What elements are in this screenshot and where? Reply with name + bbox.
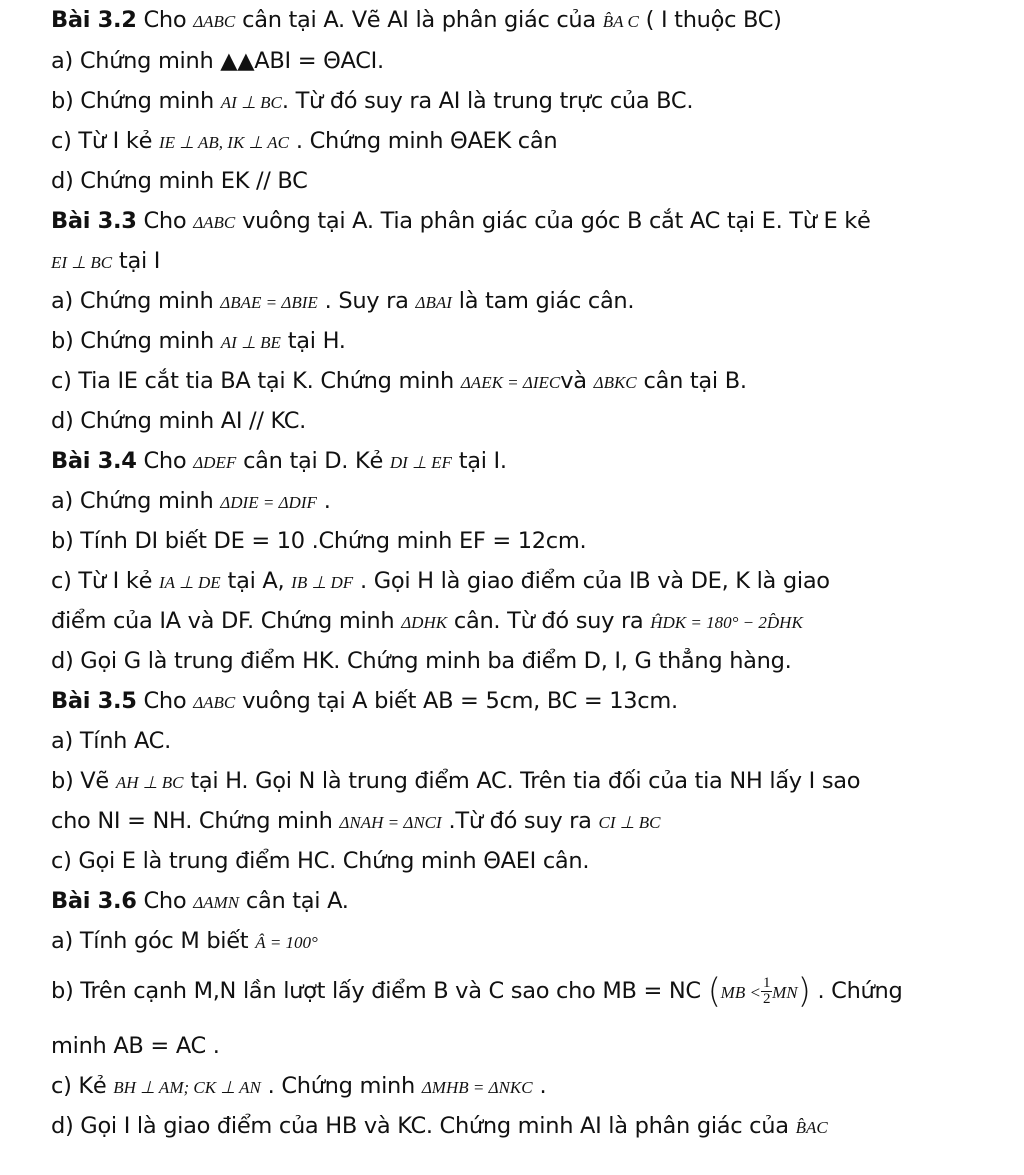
text-segment: Cho [136,448,194,474]
math-expression: AI ⊥ BE [220,333,281,352]
text-line [51,1071,1006,1103]
text-line [51,366,1006,398]
math-expression: EI ⊥ BC [51,253,113,272]
math-expression: ΔBAE = ΔBIE [220,293,318,312]
text-segment: ( I thuộc BC) [638,7,782,33]
text-segment: b) Tính DI biết DE = 10 .Chứng minh EF = 12cm. [51,528,587,554]
text-segment: . Chứng [810,978,903,1004]
math-expression: IB ⊥ DF [291,573,354,592]
text-segment: . Suy ra [317,288,416,314]
exercise-heading: Bài 3.6 [51,888,137,914]
text-segment: cân tại D. Kẻ [236,448,390,474]
text-segment: cân tại A. [239,888,349,914]
text-segment: a) Chứng minh ▲▲ABI = ΘACI. [51,48,384,74]
text-segment: b) Chứng minh [51,88,221,114]
math-inequality: (MB < $\frac{1}{2}$ MN) [707,971,811,1012]
math-expression: ĤDK = 180° − 2D̂HK [650,613,803,632]
math-expression: ΔDEF [193,453,237,472]
math-expression: CI ⊥ BC [598,813,661,832]
text-segment: b) Trên cạnh M,N lần lượt lấy điểm B và C sao cho MB = NC [51,978,708,1004]
text-segment: d) Chứng minh EK // BC [51,168,308,194]
math-expression: BH ⊥ AM; CK ⊥ AN [113,1078,261,1097]
text-line [51,46,1006,78]
text-line [51,246,1006,278]
text-segment: là tam giác cân. [451,288,635,314]
text-segment: Cho [136,208,194,234]
math-expression: Â = 100° [255,933,318,952]
text-segment: d) Chứng minh AI // KC. [51,408,306,434]
text-line [51,726,1006,758]
math-expression: IE ⊥ AB, IK ⊥ AC [158,133,290,152]
text-segment: c) Từ I kẻ [51,568,159,594]
text-line [51,886,1006,918]
text-segment: Cho [136,7,194,33]
text-segment: a) Chứng minh [51,288,221,314]
text-segment: cho NI = NH. Chứng minh [51,808,340,834]
text-line [51,926,1006,958]
text-segment: c) Tia IE cắt tia BA tại K. Chứng minh [51,368,461,394]
text-segment: . [316,488,331,514]
math-expression: ΔDHK [401,613,448,632]
text-line [51,126,1006,158]
text-line [51,846,1006,878]
exercise-heading: Bài 3.3 [51,208,137,234]
text-line [51,446,1006,478]
text-segment: tại I. [451,448,507,474]
exercise-heading: Bài 3.4 [51,448,137,474]
text-segment: minh AB = AC . [51,1033,220,1059]
fraction: $\frac{1}{2}$ [762,975,771,1007]
text-line [51,646,1006,678]
text-segment: tại A, [220,568,292,594]
text-segment: vuông tại A biết AB = 5cm, BC = 13cm. [235,688,678,714]
math-expression: ΔAEK = ΔIEC [460,373,561,392]
text-segment: . Từ đó suy ra AI là trung trực của BC. [281,88,694,114]
text-segment: . Chứng minh [260,1073,422,1099]
text-segment: d) Gọi I là giao điểm của HB và KC. Chứng minh AI là phân giác của [51,1113,796,1139]
text-line [51,1031,1006,1063]
text-segment: . [532,1073,547,1099]
text-segment: cân tại A. Vẽ AI là phân giác của [235,7,603,33]
math-expression: AH ⊥ BC [115,773,184,792]
text-segment: Cho [136,888,194,914]
text-segment: a) Chứng minh [51,488,221,514]
math-expression: ΔBKC [593,373,637,392]
exercise-heading: Bài 3.5 [51,688,137,714]
text-segment: Cho [136,688,194,714]
text-segment: điểm của IA và DF. Chứng minh [51,608,402,634]
text-line [51,486,1006,518]
text-segment: tại H. Gọi N là trung điểm AC. Trên tia đối của tia NH lấy I sao [183,768,861,794]
text-line [51,206,1006,238]
text-segment: cân tại B. [636,368,747,394]
text-segment: tại H. [280,328,346,354]
text-segment: a) Tính AC. [51,728,171,754]
math-expression: ΔMHB = ΔNKC [421,1078,533,1097]
text-line [51,806,1006,838]
text-segment: c) Gọi E là trung điểm HC. Chứng minh ΘAEI cân. [51,848,590,874]
text-line [51,526,1006,558]
text-segment: d) Gọi G là trung điểm HK. Chứng minh ba điểm D, I, G thẳng hàng. [51,648,792,674]
math-expression: ΔABC [193,213,236,232]
text-segment: b) Vẽ [51,768,116,794]
text-line [51,1111,1006,1143]
text-line [51,971,1006,1012]
text-line [51,686,1006,718]
text-segment: vuông tại A. Tia phân giác của góc B cắt AC tại E. Từ E kẻ [235,208,871,234]
math-expression: ΔDIE = ΔDIF [220,493,317,512]
text-segment: .Từ đó suy ra [441,808,599,834]
math-expression: B̂AC [795,1118,828,1137]
text-line [51,326,1006,358]
text-segment: b) Chứng minh [51,328,221,354]
exercise-heading: Bài 3.2 [51,7,137,33]
text-segment: cân. Từ đó suy ra [447,608,651,634]
text-segment: . Chứng minh ΘAEK cân [289,128,558,154]
text-line [51,86,1006,118]
math-expression: ΔBAI [415,293,452,312]
text-segment: tại I [112,248,161,274]
math-expression: B̂A C [602,12,639,31]
math-expression: ΔABC [193,693,236,712]
text-line [51,406,1006,438]
math-expression: ΔNAH = ΔNCI [339,813,442,832]
text-segment: c) Từ I kẻ [51,128,159,154]
text-segment: và [560,368,594,394]
text-line [51,286,1006,318]
text-line [51,166,1006,198]
text-segment: . Gọi H là giao điểm của IB và DE, K là giao [353,568,830,594]
text-line [51,5,1006,37]
text-line [51,606,1006,638]
text-line [51,766,1006,798]
text-segment: a) Tính góc M biết [51,928,256,954]
math-expression: ΔABC [193,12,236,31]
math-expression: IA ⊥ DE [158,573,221,592]
math-expression: AI ⊥ BC [220,93,282,112]
math-expression: DI ⊥ EF [389,453,452,472]
text-segment: c) Kẻ [51,1073,114,1099]
math-expression: ΔAMN [193,893,240,912]
text-line [51,566,1006,598]
